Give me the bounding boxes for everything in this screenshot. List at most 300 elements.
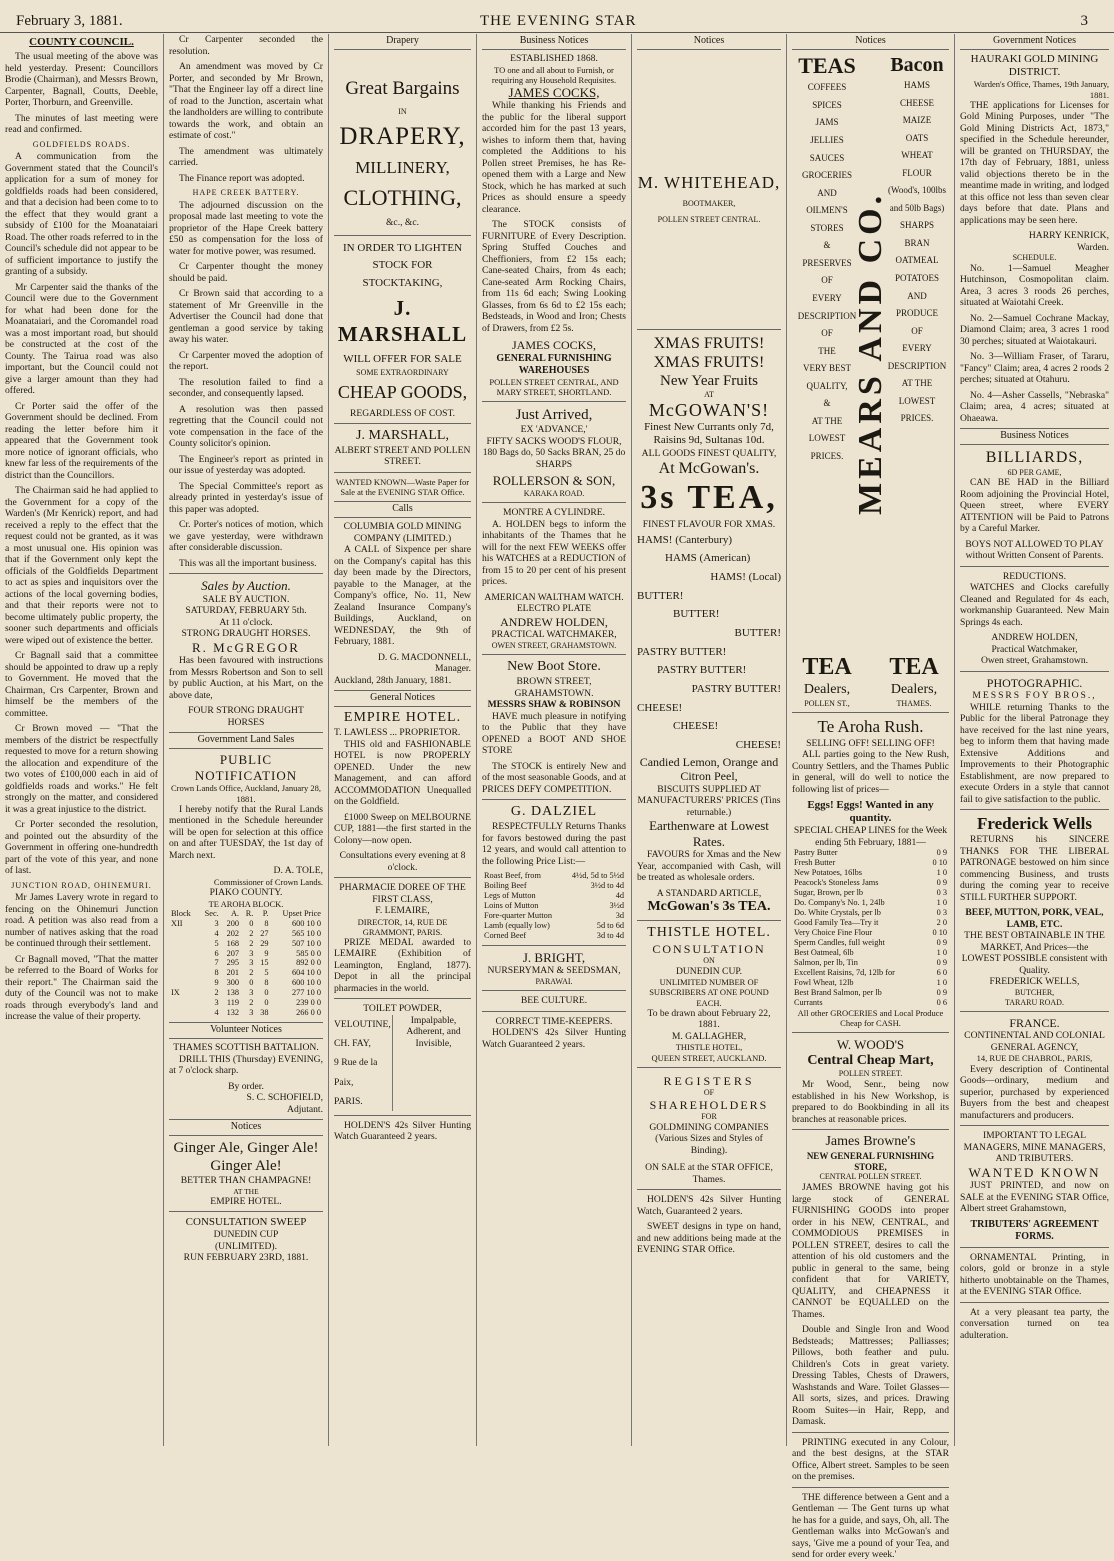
owen-street-2: Owen street, Grahamstown. [980,655,1089,667]
various-sizes: (Various Sizes and Styles of Binding). [655,1133,763,1156]
registers-of: OF [703,1088,715,1098]
selling-off: SELLING OFF! SELLING OFF! [806,737,935,749]
special-lines: SPECIAL CHEAP LINES for the Week ending 5th February, 1881— [793,825,948,848]
text-line: EVERY [812,292,842,303]
thistle-consult: CONSULTATION [652,941,766,956]
masthead [0,0,1114,33]
fw-name: FREDERICK WELLS, [989,976,1080,988]
andrew-holden-2: ANDREW HOLDEN, [991,632,1078,644]
table-cell: 132 [226,1008,240,1018]
table-cell: 2 [249,928,254,938]
on-sale-star: ON SALE at the STAR OFFICE, Thames. [645,1162,773,1185]
text-line: CHEESE [899,97,934,108]
land-title: PUBLIC NOTIFICATION [194,752,298,783]
masthead-page-mark: 3 [1080,13,1088,29]
beef-mutton: BEEF, MUTTON, PORK, VEAL, LAMB, ETC. [965,907,1104,930]
mcgowans: McGOWAN'S! [648,399,770,420]
dealers-left: Dealers, [803,681,851,697]
table-cell [169,939,198,949]
empire-owner: T. LAWLESS ... PROPRIETOR. [334,727,461,739]
table-cell: 5 [214,938,219,948]
auction-body: Has been favoured with instructions from Messrs Robertson and Son to sell by public Auction, at his Mart, on the above date, [169,655,323,701]
column-county-council [0,34,163,1446]
auction-date: SATURDAY, FEBRUARY 5th. [185,605,307,617]
table-cell: Do. White Crystals, per lb [794,908,881,918]
cheap-goods: CHEAP GOODS, [337,382,468,403]
table-cell: Boiling Beef [484,880,527,890]
marshall-name: J. MARSHALL [337,296,468,346]
text-line: CH. FAY, [334,1038,371,1050]
table-cell: Corned Beef [484,930,527,940]
article-paragraph: Mr James Lavery wrote in regard to fencing on the Ohinemuri Junction road. A petition was also read from a number of natives asking that the road be continued through their settlement. [5,892,158,950]
cheese-3: CHEESE! [735,739,781,752]
table-cell: 0 3 [936,908,947,918]
shaw-robinson-body: HAVE much pleasure in notifying to the Public that they have OPENED a BOOT AND SHOE STORE [482,710,626,757]
column-government-notices [954,34,1114,1446]
schedule-item: No. 4—Asher Cassells, "Nebraska" Claim; area, 4 acres; situated at Ohaeawa. [960,389,1109,424]
text-line: SAUCES [809,152,845,163]
table-cell: 0 [249,918,254,928]
auction-section-head: Sales by Auction. [201,578,291,594]
volunteer-rank: Adjutant. [287,1103,323,1115]
empire-body: THIS old and FASHIONABLE HOTEL is now PROPERLY OPENED. Under the new Management, and can afford ACCOMMODATION Unequalled on the Goldfield. [334,738,471,808]
table-cell: 0 [264,988,269,998]
table-row [792,998,949,1008]
table-row [169,978,323,988]
pharmacie-address: DIRECTOR, 14, RUE DE GRAMMONT, PARIS. [357,916,448,937]
cocks-address: POLLEN STREET CENTRAL, AND MARY STREET, SHORTLAND. [489,376,619,398]
text-line: 9 Rue de la [334,1057,378,1069]
new-year-fruits: New Year Fruits [660,372,758,389]
tea-party: At a very pleasant tea party, the conversation turned on tea adulteration. [960,1306,1109,1341]
land-schedule-table [169,909,323,1018]
table-cell: 892 0 0 [296,958,321,968]
cocks-intro: TO one and all about to Furnish, or requiring any Household Requisites. [491,64,617,85]
wanted-known: WANTED KNOWN [968,1164,1101,1180]
xmas-fruits-2: XMAS FRUITS! [653,353,765,371]
goldmining-companies: GOLDMINING COMPANIES [649,1121,769,1133]
table-cell: 1 0 [936,947,947,957]
calls-section-head: Calls [334,501,471,518]
table-row [169,939,323,949]
table-cell: 300 [226,978,240,988]
marshall-address: ALBERT STREET AND POLLEN STREET. [334,444,471,468]
furnishing-store: NEW GENERAL FURNISHING STORE, [806,1150,935,1172]
table-cell: Currants [794,997,823,1007]
table-row [792,898,949,908]
general-section-head: General Notices [334,690,471,707]
table-cell: 600 10 0 [291,978,321,988]
table-row [792,928,949,938]
butcher: BUTCHER, [1014,987,1055,997]
per-game: 6D PER GAME, [1007,467,1062,477]
holden-watch-2: HOLDEN'S 42s Silver Hunting Watch Guaranteed 2 years. [482,1027,626,1050]
column-business-notices [476,34,631,1446]
auction-time: At 11 o'clock. [219,616,273,628]
table-cell: 6 [214,948,219,958]
text-line: TEAS [798,53,856,78]
butter-1: BUTTER! [637,589,684,602]
table-row [482,891,626,901]
thistle-hotel: THISTLE HOTEL. [647,925,771,941]
table-cell: 8 [264,918,269,928]
table-cell: 3d to 4d [596,930,624,940]
article-paragraph: The Engineer's report as printed in our issue of yesterday was adopted. [169,453,323,477]
boys-notice: BOYS NOT ALLOWED TO PLAY without Written Consent of Parents. [965,538,1104,562]
article-paragraph: Cr Porter seconded the resolution, and pointed out the absurdity of the Government in offering one-hundredth part of the vote of this year, and none of last. [5,819,158,877]
practical-watchmaker: PRACTICAL WATCHMAKER, [491,629,617,641]
table-cell [169,929,198,939]
text-line: PRODUCE [895,308,938,319]
text-line: PRESERVES [802,257,852,268]
pharmacie-body: PRIZE MEDAL awarded to LEMAIRE (Exhibition of Leamington, England, 1877). Depot in all the principal pharmacies in the world. [334,936,471,994]
table-cell: Fresh Butter [794,858,836,868]
whitehead-name: M. WHITEHEAD, [637,173,781,192]
table-cell: 119 [226,998,240,1008]
pastry-butter-3: PASTRY BUTTER! [691,683,781,695]
ginger-ale-body: BETTER THAN CHAMPAGNE! [180,1175,312,1187]
article-paragraph: The usual meeting of the above was held yesterday. Present: Councillors Brodie (Chairman), and Messrs Brown, Carpenter, Bagnall, Coutts, Deeble, Porter, Thorburn, and Greenville. [5,51,158,109]
waltham-watch: AMERICAN WALTHAM WATCH. [484,591,624,603]
table-cell: 277 10 0 [291,988,321,998]
table-cell: Sugar, Brown, per lb [794,888,864,898]
article-paragraph: The Special Committee's report as already printed in yesterday's issue of this paper was adopted. [169,480,323,515]
text-line: OILMEN'S [806,205,848,216]
table-row [482,881,626,891]
article-paragraph: Cr Porter said the offer of the Government should be declined. From reading the letter before him it appeared that the Government took more notice of ignorant officials, who knew far less of the requirements of the district than the Councillors. [5,400,158,481]
article-paragraph: Cr Bagnall moved, "That the matter be referred to the Board of Works for their report." The Chairman said the duty of the Council was not to make roads through everybody's land and increase the value of their property. [5,953,158,1023]
ornamental-printing: ORNAMENTAL Printing, in colors, gold or bronze in a style hitherto unobtainable on the Thames, at the EVENING STAR Office. [960,1251,1109,1298]
ginger-ale-hotel: EMPIRE HOTEL. [210,1195,282,1207]
text-line: BRAN [904,237,930,248]
table-cell: Loins of Mutton [484,900,539,910]
table-cell: Block [171,908,191,918]
calls-title: COLUMBIA GOLD MINING COMPANY (LIMITED.) [343,521,462,544]
schedule-item: No. 1—Samuel Meagher Hutchinson, Cosmopolitan claim. Area, 3 acres 3 roods 26 perches, situated at Waiotahi Creek. [960,262,1109,309]
calls-body: A CALL of Sixpence per share on the Company's capital has this day been made by the Directors, payable to the Manager, at the Company's office, No. 11, New Zealand Insurance Company's Buildings, Auckland, on WEDNESDAY, the 9th of February, 1881. [334,544,471,648]
calls-date: Auckland, 28th January, 1881. [334,674,452,686]
article-paragraph: Cr Carpenter thought the money should be paid. [169,261,323,284]
text-line: LOWEST [808,433,846,444]
table-cell: 201 [226,968,240,978]
volunteer-order: By order. [228,1080,264,1092]
frederick-wells: Frederick Wells [976,814,1093,834]
james-browne: James Browne's [825,1134,916,1150]
auctioneer-name: R. McGREGOR [192,639,300,655]
business-section-head: Business Notices [482,34,626,50]
practical-2: Practical Watchmaker, [991,643,1078,655]
table-row [482,931,626,941]
bee-culture: BEE CULTURE. [520,995,588,1007]
candied-peel: Candied Lemon, Orange and Citron Peel, [639,754,779,784]
land-signer-title: Commissioner of Crown Lands. [213,876,323,887]
table-header-row [169,909,323,919]
masthead-title: THE EVENING STAR [480,13,637,29]
table-cell: 1 0 [936,898,947,908]
cheese-1: CHEESE! [637,701,683,714]
notices-section-head-3: Notices [792,34,949,50]
table-cell: R. [245,908,254,918]
printing-notice: PRINTING executed in any Colour, and the best designs, at the STAR Office, Albert street. Samples to be seen on the premises. [792,1436,949,1483]
foy-body: WHILE returning Thanks to the Public for the liberal Patronage they have received for the last nine years, beg to inform them that having made Extensive Additions and Improvements to their Photographic Establishment, are now prepared to execute Orders in a style that cannot fail to give satisfaction to the public. [960,701,1109,805]
pastry-butter-1: PASTRY BUTTER! [637,645,727,658]
article-paragraph: A resolution was then passed regretting that the Council could not vote compensation in the face of the County solicitor's opinion. [169,403,323,450]
masthead-date: February 3, 1881. [16,13,123,29]
bootmaker: BOOTMAKER, [682,199,736,209]
cocks-name-2: JAMES COCKS, [511,338,597,353]
hauraki-title: HAURAKI GOLD MINING DISTRICT. [970,53,1099,79]
marshall-name-2: J. MARSHALL, [356,428,449,444]
registers-for: FOR [701,1112,717,1122]
nurseryman: NURSERYMAN & SEEDSMAN, [487,965,621,977]
table-row [792,908,949,918]
table-row [792,968,949,978]
dealers-right: Dealers, [890,681,938,697]
table-cell [169,968,198,978]
table-row [792,918,949,928]
butter-3: BUTTER! [734,626,781,639]
table-row [169,929,323,939]
table-cell: 4½d, 5d to 5½d [571,871,624,880]
text-line: OATS [905,132,929,143]
sweet-designs: SWEET designs in type on hand, and new additions being made at the EVENING STAR Office. [637,1221,781,1256]
table-cell: A. [230,908,240,918]
table-cell [169,949,198,959]
eggs-wanted: Eggs! Eggs! Wanted in any quantity. [807,799,934,825]
just-arrived: Just Arrived, [515,407,593,424]
text-line: DESCRIPTION [797,310,857,321]
table-cell: Very Choice Fine Flour [794,928,873,938]
table-cell: 295 [226,958,240,968]
holden-watches-body: A. HOLDEN begs to inform the inhabitants of the Thames that he will for the next FEW WEEKS offer his WATCHES at a REDUCTION of from 15 to 20 per cent of his present prices. [482,518,626,588]
text-line: Bacon [890,54,944,76]
great-bargains: Great Bargains [345,78,460,99]
table-cell: 0 9 [936,848,947,858]
table-cell: 8 [214,968,219,978]
column-council-cont [163,34,328,1446]
table-cell: 200 [226,918,240,928]
article-paragraph: Mr Carpenter said the thanks of the Council were due to the Government for what had been done for the Moanataiari, and the Coromandel road was a most important road, but should be constructed at the cost of the County. The Tairua road was also important, but the Council could not give a larger amount than they had offered. [5,281,158,397]
land-office: Crown Lands Office, Auckland, January 28, 1881. [171,783,321,804]
article-paragraph: Cr. Porter's notices of motion, which we gave yesterday, were withdrawn after considerable discussion. [169,519,323,554]
volunteer-body: DRILL THIS (Thursday) EVENING, at 7 o'clock sharp. [169,1053,323,1077]
will-offer: WILL OFFER FOR SALE [343,352,462,365]
table-cell [169,978,198,988]
article-paragraph: Cr Bagnall said that a committee should be appointed to draw up a reply to Government. He moved that the Chairman, Crs Carpenter, Brown and himself be the members of the committee. [5,650,158,719]
table-cell: Good Family Tea—Try it [794,918,879,928]
table-cell: Best Brand Salmon, per lb [794,987,882,997]
all-goods: ALL GOODS FINEST QUALITY, [641,447,777,459]
pharmacie-name: F. LEMAIRE, [375,905,430,917]
table-cell: 202 [226,928,240,938]
column-mears [786,34,954,1561]
table-row [792,878,949,888]
volunteer-section-head: Volunteer Notices [169,1022,323,1039]
central-pollen: CENTRAL POLLEN STREET. [819,1172,922,1182]
empire-consult: Consultations every evening at 8 o'clock. [339,850,466,873]
text-line: JELLIES [810,135,844,146]
dalziel-name: G. DALZIEL [510,804,598,820]
table-cell: 3 [249,948,254,958]
pollen-street-2: POLLEN STREET. [838,1069,903,1079]
queen-street: QUEEN STREET, AUCKLAND. [651,1052,767,1063]
county-council-heading: COUNTY COUNCIL. [29,36,134,48]
in-label: IN [398,106,407,116]
meat-price-table [482,871,626,941]
table-cell: Fore-quarter Mutton [484,910,552,920]
electro-plate: ELECTRO PLATE [516,603,592,615]
thames-label: THAMES. [896,698,932,708]
text-line: HAMS [903,80,930,90]
table-cell: 507 10 0 [291,938,321,948]
biscuits: BISCUITS SUPPLIED AT MANUFACTURERS' PRICES (Tins returnable.) [637,783,781,818]
rush-body: ALL parties going to the New Rush, Country Settlers, and the Thames Public in general, will do well to notice the following list of prices— [792,749,949,795]
browne-body: JAMES BROWNE having got his large stock of GENERAL FURNISHING GOODS into proper order in his NEW, CENTRAL, and COMMODIOUS PREMISES in POLLEN STREET, desires to call the attention of his old customers and the public in general to the same, being confident that for VARIETY, QUALITY, and CHEAPNESS it CANNOT be EQUALLED on the Thames. [792,1182,949,1320]
table-cell: 29 [260,938,269,948]
cocks-name: JAMES COCKS, [508,84,600,100]
billiards-body: CAN BE HAD in the Billiard Room adjoining the Provincial Hotel, Queen street, where EVERY ATTENTION will be Paid to Patrons by a Careful Marker. [960,477,1109,535]
calls-signer: D. G. MACDONNELL, [377,651,471,663]
table-cell [169,998,198,1008]
table-cell: 4 [214,928,219,938]
boot-stock: The STOCK is entirely New and of the most seasonable Goods, and at PRICES DEFY COMPETITION. [482,760,626,795]
text-line: THE [818,345,836,356]
text-line: SHARPS [899,220,935,231]
text-line: POTATOES [894,273,940,284]
table-row [792,948,949,958]
table-row [792,938,949,948]
text-line: VELOUTINE, [334,1018,391,1030]
sweep-cup: DUNEDIN CUP [213,1229,279,1241]
table-cell: Upset Price [282,908,321,918]
land-body: I hereby notify that the Rural Lands mentioned in the Schedule hereunder will be open for selection at this office on and after TUESDAY, the 1st day of March next. [169,803,323,861]
table-row [792,858,949,868]
table-cell: 9 [264,948,269,958]
just-printed: JUST PRINTED, and now on SALE at the EVENING STAR Office, Albert street Grahamstown, [960,1180,1109,1215]
article-paragraph: The adjourned discussion on the proposal made last meeting to vote the proprietor of the Hape Creek battery £50 as compensation for the loss of water for motive power, was resumed. [169,199,323,257]
text-line: STORES [810,222,844,233]
toilet-powder-desc: Impalpable, Adherent, and Invisible, [392,1015,471,1111]
column-drapery [328,34,476,1446]
empire-hotel-title: EMPIRE HOTEL. [343,710,462,726]
reductions: REDUCTIONS. [1002,570,1067,582]
hams-canterbury: HAMS! (Canterbury) [637,533,733,546]
text-line: OF [821,328,833,339]
table-row [169,968,323,978]
cocks-warehouse: GENERAL FURNISHING WAREHOUSES [496,352,612,376]
table-row [792,868,949,878]
table-cell: 15 [260,958,269,968]
text-line: COFFEES [807,82,847,93]
at-mcgowans: At McGowan's. [658,460,760,478]
table-cell: Best Oatmeal, 6lb [794,947,854,957]
drapery-body: IN ORDER TO LIGHTEN STOCK FOR STOCKTAKING, [342,241,463,289]
drapery-word: DRAPERY, [339,123,466,151]
text-line: WHEAT [901,150,933,161]
some-label: SOME EXTRAORDINARY [356,368,449,378]
article-paragraph: Cr Brown moved — "That the members of the district be respectfully requested to move for a return showing the allocation and expenditure of the two votes of £100,000 each in aid of goldfields roads and works." He felt strongly on the matter, and considered it was a great injustice to the district. [5,723,158,815]
table-row [169,998,323,1008]
currants-prices: Finest New Currants only 7d, Raisins 9d, Sultanas 10d. [644,421,774,447]
subheading: HAPE CREEK BATTERY. [192,188,300,197]
time-keepers: CORRECT TIME-KEEPERS. [495,1015,613,1027]
table-cell: 0 [249,978,254,988]
text-line: PRICES. [900,413,934,424]
table-cell: Peacock's Stoneless Jams [794,878,879,888]
sweep-date: RUN FEBRUARY 23RD, 1881. [183,1252,309,1264]
text-line: & [823,398,831,409]
table-cell: Roast Beef, from [484,871,541,880]
text-line: MEARS AND CO. [852,191,889,515]
table-cell: 3½d [609,900,624,910]
table-cell: 1 0 [936,868,947,878]
table-cell: 4d [615,890,624,900]
table-cell: 168 [226,938,240,948]
owen-street: OWEN STREET, GRAHAMSTOWN. [491,640,617,650]
ginger-ale-title: Ginger Ale, Ginger Ale! Ginger Ale! [173,1140,319,1175]
shareholders: SHAREHOLDERS [649,1097,769,1112]
montre-title: MONTRE A CYLINDRE. [502,507,606,519]
pastry-butter-2: PASTRY BUTTER! [657,664,747,677]
central-cheap-mart: Central Cheap Mart, [807,1052,934,1068]
table-cell: New Potatoes, 16lbs [794,868,862,878]
land-district: TE AROHA BLOCK. [208,898,284,909]
toilet-powder-list [334,1015,392,1111]
article-paragraph: Cr Carpenter moved the adoption of the report. [169,349,323,373]
bright-name: J. BRIGHT, [522,949,586,965]
notices-section-head: Notices [169,1119,323,1136]
table-cell [169,1008,198,1018]
tararu-road: TARARU ROAD. [1005,997,1064,1007]
billiards: BILLIARDS, [985,449,1084,467]
clothing-word: CLOTHING, [343,184,462,210]
text-line: FLOUR [902,167,932,178]
table-cell: Do. Company's No. 1, 24lb [794,898,885,908]
ginger-ale-at: AT THE [233,1186,259,1196]
table-row [792,978,949,988]
thistle-on: ON [703,956,715,966]
article-paragraph: A communication from the Government stated that the Council's application for a sum of money for goldfields roads had been considered, and that a decision had been come to to the effect that they would grant a subsidy of £100 for the Moanataiari Road. The other roads referred to in the Council's schedule did not appear to be of sufficient importance to justify the granting of a subsidy. [5,151,158,278]
table-row [792,888,949,898]
karaka-road: KARAKA ROAD. [523,488,585,498]
table-cell: 2 [249,968,254,978]
table-cell: 600 10 0 [291,918,321,928]
holden-watch-notice: HOLDEN'S 42s Silver Hunting Watch Guaranteed 2 years. [334,1119,471,1143]
table-cell: 6 0 [936,967,947,977]
subheading: GOLDFIELDS ROADS. [32,139,131,149]
toilet-powder-title: TOILET POWDER, [363,1003,442,1015]
table-cell: IX [171,988,180,998]
text-line: OF [821,275,833,286]
gallagher: M. GALLAGHER, [671,1030,747,1042]
thistle-drawn: To be drawn about February 22, 1881. [647,1007,771,1031]
table-cell: 0 10 [932,858,947,868]
continental-agency: CONTINENTAL AND COLONIAL GENERAL AGENCY, [964,1030,1105,1053]
boot-brown-street: BROWN STREET, GRAHAMSTOWN. [514,676,594,699]
article-paragraph: The amendment was ultimately carried. [169,145,323,168]
table-cell: 5d to 6d [596,920,624,930]
hams-american: HAMS (American) [665,552,751,565]
text-line: VERY BEST [803,363,851,374]
table-cell: 5 [264,968,269,978]
table-cell: Excellent Raisins, 7d, 12lb for [794,967,895,977]
empire-sweep: £1000 Sweep on MELBOURNE CUP, 1881—the first started in the Colony—now open. [334,811,471,846]
mears-vertical-banner [852,53,889,653]
france: FRANCE. [1009,1016,1060,1031]
table-cell: 3 [249,988,254,998]
table-cell: P. [262,908,269,918]
browne-body-2: Double and Single Iron and Wood Bedsteads; Mattresses; Palliasses; Pillows, both feather and pulu. Children's Cots in great variety. Dressing Tables, Chests of Drawers, Washstands and Ware. Toilet Glasses—All sorts, sizes, and prices. Drawing Room Suites—in Hair, Repp, and Damask. [792,1324,949,1428]
